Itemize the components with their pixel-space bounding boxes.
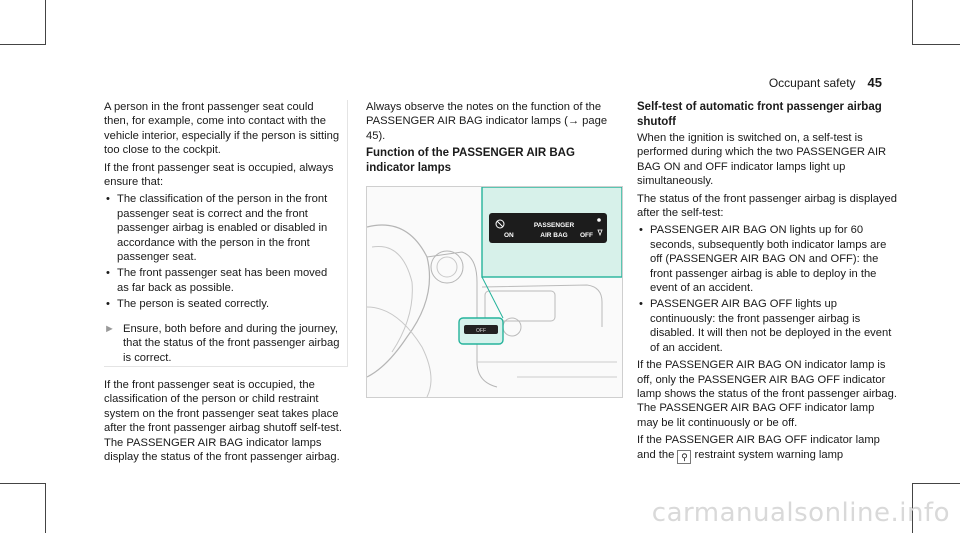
list-item: • PASSENGER AIR BAG OFF lights up continuously: the front passenger airbag is disabled. It will then not be deployed in the event of an accident. — [639, 298, 892, 354]
crop-mark — [912, 0, 913, 45]
paragraph: If the PASSENGER AIR BAG ON indicator lamp is off, only the PASSENGER AIR BAG OFF indicator lamp shows the status of the front passenger airbag. The PASSENGER AIR BAG OFF indicator lamp may be lit continuously or be off. — [637, 359, 897, 429]
watermark: carmanualsonline.info — [651, 498, 950, 528]
airbag-indicator-illustration — [366, 186, 623, 398]
arrow-icon: ► — [104, 322, 115, 335]
section-heading: Self-test of automatic front passenger airbag shutoff — [637, 101, 882, 128]
panel-title: PASSENGER — [533, 222, 575, 229]
list-item: • The person is seated correctly. — [106, 298, 270, 311]
paragraph: The status of the front passenger airbag is displayed after the self-test: — [637, 192, 897, 220]
action-step: ► Ensure, both before and during the journey, that the status of the front passenger airbag is correct. — [104, 322, 340, 364]
column-2-text — [366, 100, 622, 183]
column-1-text — [104, 378, 348, 467]
paragraph: Always observe the notes on the function of the PASSENGER AIR BAG indicator lamps (→ page 45). — [366, 101, 608, 142]
page-header — [769, 75, 882, 90]
restraint-system-icon: ⚲ — [677, 450, 691, 464]
paragraph: When the ignition is switched on, a self-test is performed during which the two PASSENGER AIR BAG ON and OFF indicator lamps light up simultaneously. — [637, 132, 887, 188]
list-item: • The front passenger seat has been moved as far back as possible. — [106, 267, 328, 294]
crop-mark — [45, 0, 46, 45]
paragraph: If the front passenger seat is occupied, the classification of the person or child restraint system on the front passenger seat takes place after the front passenger airbag shutoff self-test. The PASSENGER AIR BAG indicator lamps display the status of the front passenger airbag. — [104, 379, 342, 464]
cockpit-drawing — [367, 187, 622, 397]
crop-mark — [0, 483, 46, 484]
paragraph: A person in the front passenger seat could then, for example, come into contact with the vehicle interior, especially if the person is sitting too close to the cockpit. — [104, 101, 340, 157]
paragraph: If the PASSENGER AIR BAG OFF indicator lamp and the ⚲ restraint system warning lamp — [637, 434, 880, 462]
crop-mark — [0, 44, 46, 45]
warning-box-content — [104, 100, 340, 365]
section-title: Occupant safety — [768, 76, 856, 90]
crop-mark — [45, 483, 46, 533]
airbag-label: AIR BAG — [540, 232, 568, 239]
bullet-icon: • — [106, 193, 110, 206]
list-item: • The classification of the person in the front passenger seat is correct and the front passenger airbag is enabled or disabled in accordance with the person in the front passenger seat. — [106, 193, 328, 264]
off-label: OFF — [580, 232, 593, 239]
crop-mark — [912, 483, 960, 484]
bullet-icon: • — [639, 298, 643, 311]
paragraph: If the front passenger seat is occupied, always ensure that: — [104, 161, 334, 189]
bullet-icon: • — [106, 267, 110, 280]
crop-mark — [912, 44, 960, 45]
on-label: ON — [504, 232, 514, 239]
list-item: • PASSENGER AIR BAG ON lights up for 60 seconds, subsequently both indicator lamps are off (PASSENGER AIR BAG ON and OFF): the front passenger airbag is able to deploy in the event of an accident. — [639, 224, 887, 295]
bullet-icon: • — [106, 298, 110, 311]
warning-box — [104, 100, 348, 367]
bullet-list — [104, 192, 340, 311]
page-number: 45 — [867, 75, 882, 90]
section-heading: Function of the PASSENGER AIR BAG indicator lamps — [366, 147, 575, 174]
column-3-text — [637, 100, 897, 467]
small-off-label: OFF — [476, 328, 486, 334]
bullet-list — [637, 223, 897, 355]
bullet-icon: • — [639, 224, 643, 237]
